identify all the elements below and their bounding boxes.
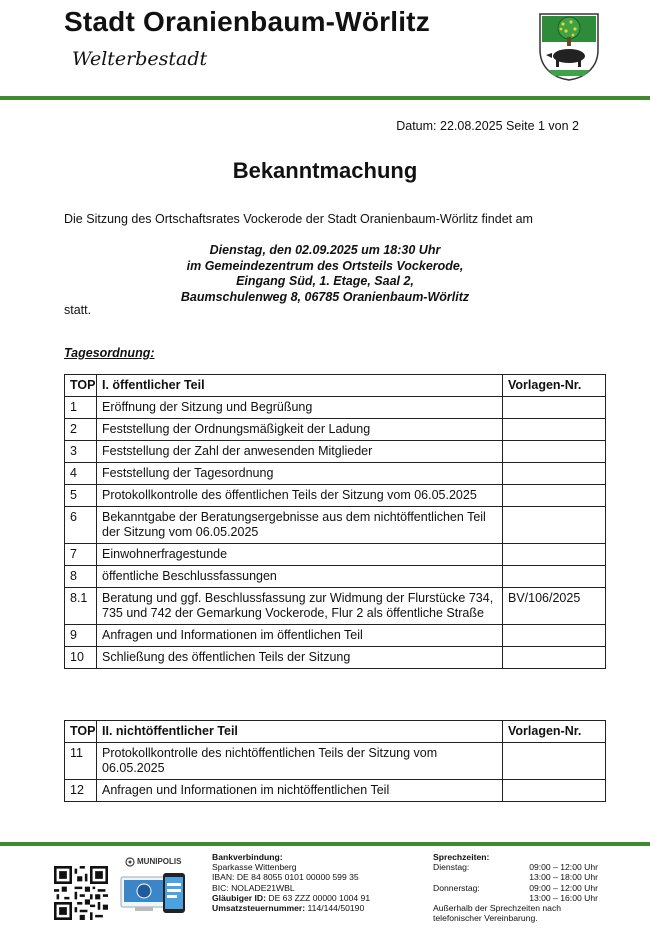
agenda-item: Protokollkontrolle des nichtöffentlichen Teils der Sitzung vom 06.05.2025 [97, 743, 503, 780]
munipolis-promo[interactable] [117, 853, 197, 921]
meeting-entrance: Eingang Süd, 1. Etage, Saal 2, [236, 274, 414, 288]
header-template-no: Vorlagen-Nr. [503, 721, 606, 743]
hours-time: 13:00 – 18:00 Uhr [529, 872, 598, 883]
table-row [65, 647, 606, 669]
template-number [503, 485, 606, 507]
meeting-details [0, 243, 650, 305]
agenda-item: Anfragen und Informationen im nichtöffentlichen Teil [97, 780, 503, 802]
city-crest-icon [538, 12, 600, 82]
table-row [65, 780, 606, 802]
top-number: 11 [65, 743, 97, 780]
slogan: Welterbestadt [72, 48, 208, 70]
hours-time: 09:00 – 12:00 Uhr [529, 862, 598, 873]
table-row [65, 485, 606, 507]
hours-row [433, 872, 598, 882]
table-row [65, 507, 606, 544]
agenda-item: Beratung und ggf. Beschlussfassung zur Widmung der Flurstücke 734, 735 und 742 der Gemarkung Vockerode, Flur 2 als öffentliche Straße [97, 588, 503, 625]
template-number [503, 647, 606, 669]
table-row [65, 544, 606, 566]
office-hours [433, 852, 598, 923]
header-template-no: Vorlagen-Nr. [503, 375, 606, 397]
template-number [503, 566, 606, 588]
intro-text: Die Sitzung des Ortschaftsrates Vockerode der Stadt Oranienbaum-Wörlitz findet am [64, 212, 533, 226]
top-number: 3 [65, 441, 97, 463]
top-number: 10 [65, 647, 97, 669]
vat-value: 114/144/50190 [307, 903, 365, 914]
qr-code-icon[interactable] [54, 866, 108, 920]
table-row [65, 743, 606, 780]
bank-name: Sparkasse Wittenberg [212, 862, 297, 873]
agenda-item: Einwohnerfragestunde [97, 544, 503, 566]
template-number [503, 463, 606, 485]
top-number: 7 [65, 544, 97, 566]
template-number [503, 441, 606, 463]
agenda-item: Feststellung der Tagesordnung [97, 463, 503, 485]
template-number [503, 507, 606, 544]
agenda-item: Feststellung der Zahl der anwesenden Mitglieder [97, 441, 503, 463]
table-row [65, 566, 606, 588]
munipolis-label: MUNIPOLIS [137, 857, 182, 866]
header-section: I. öffentlicher Teil [97, 375, 503, 397]
agenda-item: Protokollkontrolle des öffentlichen Teils der Sitzung vom 06.05.2025 [97, 485, 503, 507]
table-row [65, 463, 606, 485]
table-header-row [65, 721, 606, 743]
creditor-label: Gläubiger ID: [212, 892, 266, 903]
date-line: Datum: 22.08.2025 Seite 1 von 2 [396, 119, 579, 133]
table-row [65, 441, 606, 463]
hours-heading: Sprechzeiten: [433, 852, 490, 862]
meeting-address: Baumschulenweg 8, 06785 Oranienbaum-Wörlitz [180, 289, 470, 304]
table-header-row [65, 375, 606, 397]
top-number: 2 [65, 419, 97, 441]
template-number [503, 780, 606, 802]
hours-row [433, 883, 598, 893]
agenda-item: Anfragen und Informationen im öffentlichen Teil [97, 625, 503, 647]
meeting-venue: im Gemeindezentrum des Ortsteils Vockerode, [186, 258, 464, 273]
template-number [503, 544, 606, 566]
closing-word: statt. [64, 303, 92, 317]
template-number [503, 419, 606, 441]
document-title: Bekanntmachung [232, 158, 418, 183]
header-top: TOP [65, 375, 97, 397]
table-row [65, 397, 606, 419]
public-agenda-table [64, 374, 606, 669]
table-row [65, 588, 606, 625]
header-divider [0, 96, 650, 100]
agenda-item: Feststellung der Ordnungsmäßigkeit der Ladung [97, 419, 503, 441]
private-agenda-table [64, 720, 606, 802]
hours-day: Donnerstag: [433, 882, 480, 893]
agenda-item: Eröffnung der Sitzung und Begrüßung [97, 397, 503, 419]
header-top: TOP [65, 721, 97, 743]
top-number: 8 [65, 566, 97, 588]
template-number [503, 625, 606, 647]
top-number: 4 [65, 463, 97, 485]
city-name: Stadt Oranienbaum-Wörlitz [64, 6, 430, 37]
agenda-item: Schließung des öffentlichen Teils der Sitzung [97, 647, 503, 669]
top-number: 12 [65, 780, 97, 802]
bank-details [212, 852, 417, 913]
vat-label: Umsatzsteuernummer: [212, 903, 306, 914]
hours-day: Dienstag: [433, 862, 470, 873]
template-number [503, 397, 606, 419]
hours-row [433, 862, 598, 872]
agenda-item: öffentliche Beschlussfassungen [97, 566, 503, 588]
top-number: 5 [65, 485, 97, 507]
bank-heading: Bankverbindung: [212, 852, 283, 862]
hours-time: 09:00 – 12:00 Uhr [529, 882, 598, 893]
top-number: 8.1 [65, 588, 97, 625]
footer-divider [0, 842, 650, 846]
header-section: II. nichtöffentlicher Teil [97, 721, 503, 743]
agenda-item: Bekanntgabe der Beratungsergebnisse aus dem nichtöffentlichen Teil der Sitzung vom 06.05.2025 [97, 507, 503, 544]
bank-iban: IBAN: DE 84 8055 0101 00000 599 35 [212, 872, 359, 883]
hours-time: 13:00 – 16:00 Uhr [529, 892, 598, 903]
meeting-date: Dienstag, den 02.09.2025 um 18:30 Uhr [209, 243, 441, 257]
template-number [503, 743, 606, 780]
creditor-value: DE 63 ZZZ 00000 1004 91 [268, 892, 371, 903]
table-row [65, 419, 606, 441]
agenda-heading: Tagesordnung: [64, 346, 155, 360]
table-row [65, 625, 606, 647]
top-number: 6 [65, 507, 97, 544]
top-number: 9 [65, 625, 97, 647]
hours-row [433, 893, 598, 903]
hours-note: Außerhalb der Sprechzeiten nach telefonischer Vereinbarung. [433, 903, 562, 924]
template-number: BV/106/2025 [503, 588, 606, 625]
bank-bic: BIC: NOLADE21WBL [212, 882, 295, 893]
top-number: 1 [65, 397, 97, 419]
